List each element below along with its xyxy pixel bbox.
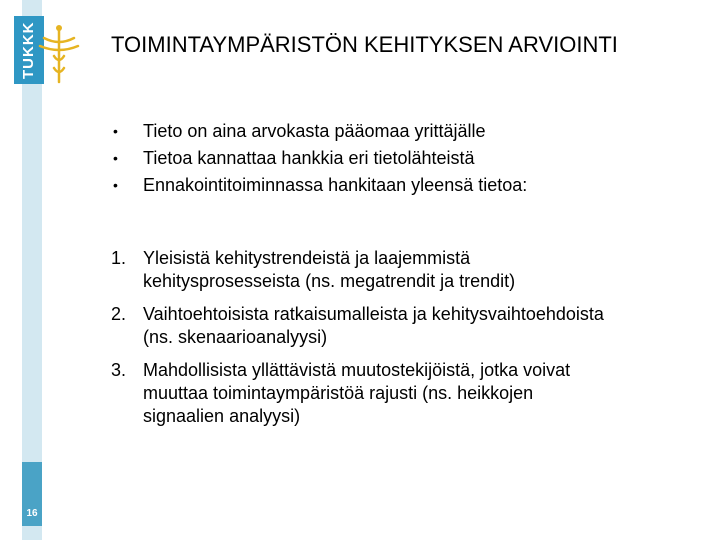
bullet-dot: • — [113, 150, 118, 166]
bullet-list — [111, 118, 691, 199]
numbered-text: Mahdollisista yllättävistä muutostekijöistä, jotka voivat muuttaa toimintaympäristöä rajusti (ns. heikkojen signaalien analyysi) — [143, 360, 571, 426]
number-marker: 2. — [111, 304, 127, 324]
slide-title: TOIMINTAYMPÄRISTÖN KEHITYKSEN ARVIOINTI — [111, 32, 618, 57]
bullet-text: Tietoa kannattaa hankkia eri tietolähteistä — [143, 148, 475, 168]
bullet-dot: • — [113, 177, 118, 193]
bullet-dot: • — [113, 123, 118, 139]
numbered-item — [111, 359, 611, 428]
bullet-item — [111, 172, 691, 199]
bullet-text: Ennakointitoiminnassa hankitaan yleensä tietoa: — [143, 175, 528, 195]
bullet-text: Tieto on aina arvokasta pääomaa yrittäjälle — [143, 121, 486, 141]
numbered-item — [111, 247, 611, 293]
numbered-item — [111, 303, 611, 349]
number-marker: 1. — [111, 248, 127, 268]
bullet-item — [111, 118, 691, 145]
numbered-list — [111, 247, 611, 438]
bullet-item — [111, 145, 691, 172]
page-number: 16 — [26, 508, 38, 519]
caduceus-icon — [14, 16, 94, 86]
logo-text: TUKKK — [20, 21, 37, 79]
numbered-text: Vaihtoehtoisista ratkaisumalleista ja kehitysvaihtoehdoista (ns. skenaarioanalyysi) — [143, 304, 604, 347]
number-marker: 3. — [111, 360, 127, 380]
numbered-text: Yleisistä kehitystrendeistä ja laajemmistä kehitysprosesseista (ns. megatrendit ja trendit) — [143, 248, 516, 291]
